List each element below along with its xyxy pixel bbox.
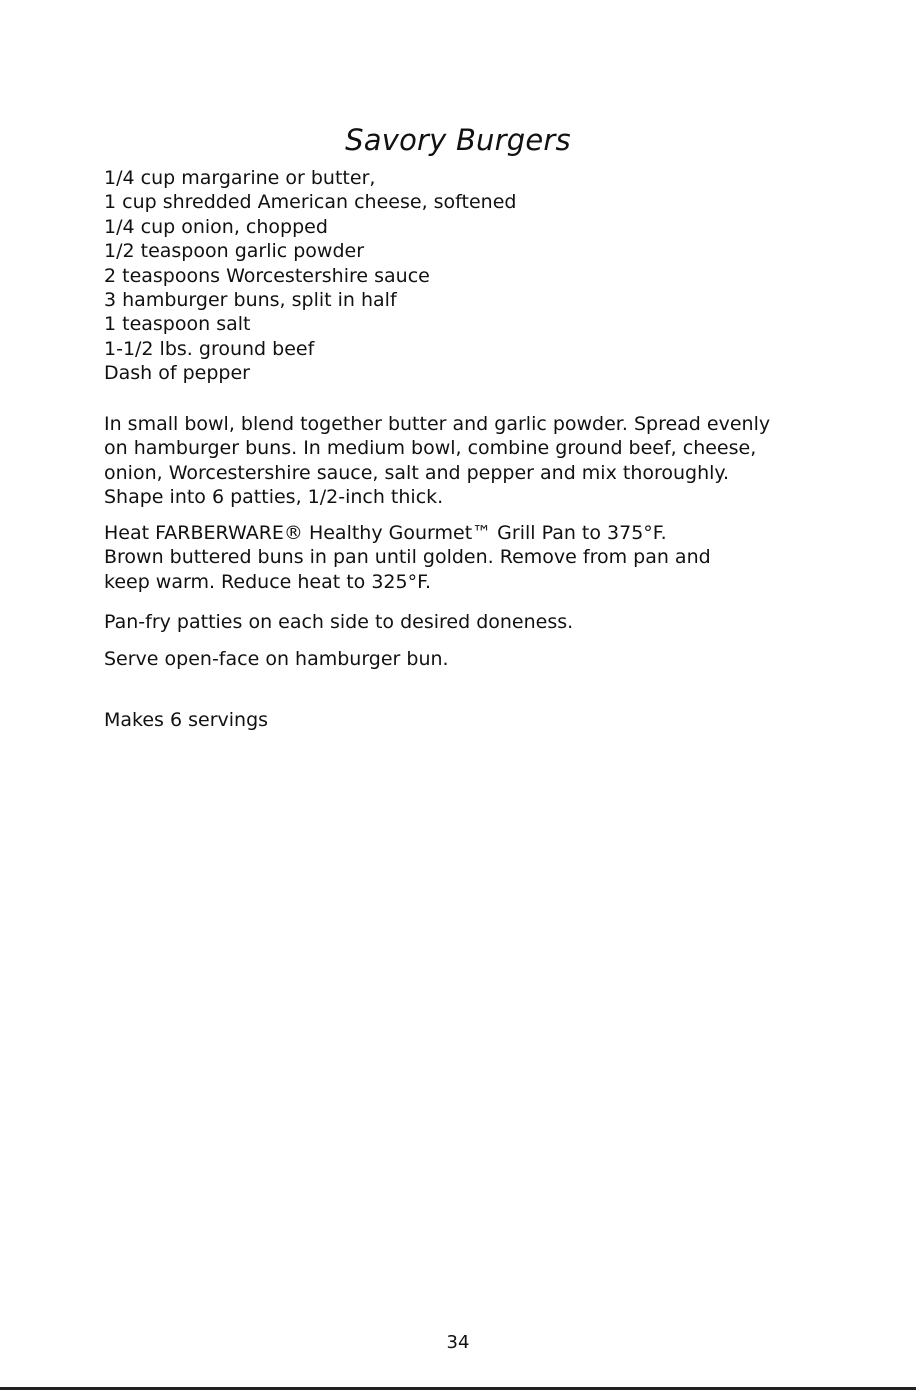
ingredient-item: 1-1/2 lbs. ground beef bbox=[104, 337, 315, 360]
ingredient-item: 1 cup shredded American cheese, softened bbox=[104, 191, 517, 214]
ingredient-item: 1/4 cup margarine or butter, bbox=[104, 167, 376, 189]
ingredient-item: 1 teaspoon salt bbox=[104, 313, 251, 336]
direction-step-serve: Serve open-face on hamburger bun. bbox=[104, 648, 449, 670]
ingredient-item: 3 hamburger buns, split in half bbox=[104, 289, 397, 312]
recipe-title: Savory Burgers bbox=[345, 123, 571, 157]
ingredient-item: 1/4 cup onion, chopped bbox=[104, 215, 328, 238]
ingredient-item: Dash of pepper bbox=[104, 362, 250, 385]
direction-step-pan-fry: Pan-fry patties on each side to desired doneness. bbox=[104, 611, 574, 633]
direction-step-prepare-patties: In small bowl, blend together butter and garlic powder. Spread evenly on hamburger buns. In medium bowl, combine ground beef, cheese, onion, Worcestershire sauce, salt and pepper and mix thoroughly. Shape into 6 patties, 1/2-inch thick. bbox=[104, 413, 771, 509]
direction-step-brown-buns: Heat FARBERWARE® Healthy Gourmet™ Grill Pan to 375°F. Brown buttered buns in pan until golden. Remove from pan and keep warm. Reduce heat to 325°F. bbox=[104, 522, 711, 593]
ingredient-item: 1/2 teaspoon garlic powder bbox=[104, 240, 365, 263]
recipe-yield: Makes 6 servings bbox=[104, 709, 269, 731]
ingredient-list bbox=[104, 166, 516, 386]
page-number: 34 bbox=[446, 1332, 470, 1353]
ingredient-item: 2 teaspoons Worcestershire sauce bbox=[104, 264, 430, 287]
